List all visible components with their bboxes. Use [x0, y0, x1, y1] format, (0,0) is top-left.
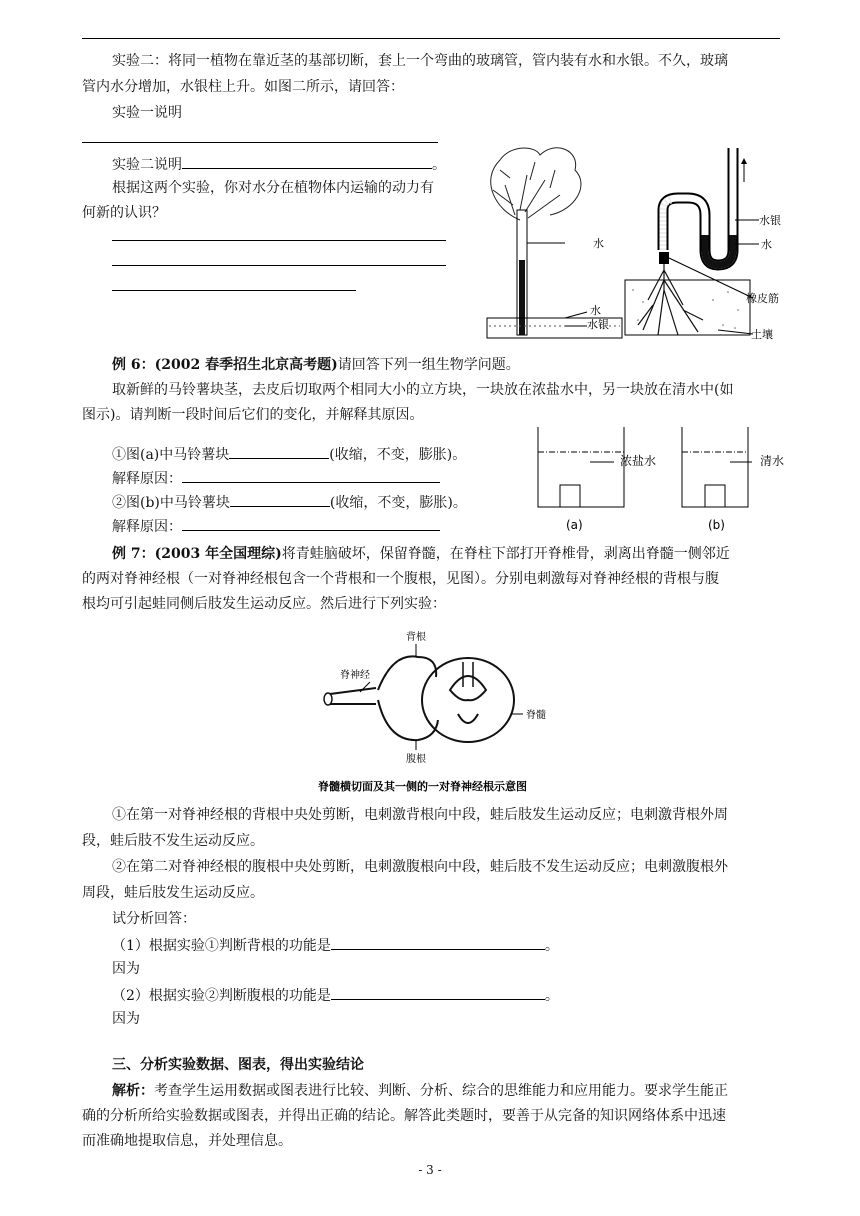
answer-line — [112, 240, 446, 241]
caption-a: (a) — [566, 518, 583, 532]
ex7-a2: （2）根据实验②判断腹根的功能是 。 — [112, 984, 559, 1006]
ex6-q2: ②图(b)中马铃薯块 (收缩，不变，膨胀)。 — [112, 491, 467, 513]
ex6-r1: 解释原因： — [112, 467, 440, 489]
caption-b: (b) — [708, 518, 725, 532]
exp2-line2: 管内水分增加，水银柱上升。如图二所示，请回答： — [82, 79, 404, 95]
exp2-line1: 实验二：将同一植物在靠近茎的基部切断，套上一个弯曲的玻璃管，管内装有水和水银。不久，玻璃 — [112, 53, 728, 69]
ex7-because2: 因为 — [112, 1011, 140, 1027]
answer-line — [82, 142, 438, 143]
sec3-p1: 解析：考查学生运用数据或图表进行比较、判断、分析、综合的思维能力和应用能力。要求学生能正 — [112, 1083, 728, 1099]
label-water-top: 水 — [593, 237, 604, 250]
ex7-s1a: ①在第一对脊神经根的背根中央处剪断，电刺激背根向中段，蛙后肢发生运动反应；电刺激背根外周 — [112, 807, 728, 823]
roots-icon — [638, 264, 703, 335]
exp1-explain: 实验一说明 — [112, 105, 182, 121]
label-soil: 土壤 — [751, 328, 773, 340]
label-mercury: 水银 — [759, 214, 781, 227]
label-rubber: 橡皮筋 — [746, 292, 779, 305]
answer-line — [112, 265, 446, 266]
ex7-a1: （1）根据实验①判断背根的功能是 。 — [112, 934, 559, 956]
ex7-s1b: 段，蛙后肢不发生运动反应。 — [82, 833, 264, 849]
figure-spinal-cord — [318, 622, 608, 797]
exp2-explain-row: 实验二说明 。 — [112, 153, 446, 175]
answer-line — [112, 290, 356, 291]
ex6-r2: 解释原因： — [112, 515, 440, 537]
ex7-because1: 因为 — [112, 961, 140, 977]
label-spinal-cord: 脊髓 — [526, 710, 546, 721]
section-heading: 三、分析实验数据、图表，得出实验结论 — [112, 1057, 364, 1073]
ex7-s2a: ②在第二对脊神经根的腹根中央处剪断，电刺激腹根向中段，蛙后肢不发生运动反应；电刺激腹根外 — [112, 859, 728, 875]
figure-plant-water — [465, 140, 625, 340]
ex7-ask: 试分析回答： — [112, 911, 196, 927]
label-spinal-nerve: 脊神经 — [340, 670, 370, 681]
label-dorsal-root: 背根 — [406, 632, 426, 643]
figure-glass-tube — [623, 140, 783, 340]
label-fresh-water: 清水 — [760, 454, 785, 468]
figure-caption: 脊髓横切面及其一侧的一对脊神经根示意图 — [318, 780, 527, 793]
header-rule — [82, 38, 780, 39]
label-water: 水 — [761, 238, 772, 251]
ex7-p3: 根均可引起蛙同侧后肢发生运动反应。然后进行下列实验： — [82, 596, 446, 612]
question-line1: 根据这两个实验，你对水分在植物体内运输的动力有 — [112, 180, 434, 196]
sec3-p3: 而准确地提取信息，并处理信息。 — [82, 1133, 292, 1149]
ex6-title-row: 例 6：(2002 春季招生北京高考题)请回答下列一组生物学问题。 — [112, 357, 520, 373]
ex6-p1: 取新鲜的马铃薯块茎，去皮后切取两个相同大小的立方块，一块放在浓盐水中，另一块放在清水中(如 — [112, 382, 734, 398]
ex6-q1: ①图(a)中马铃薯块 (收缩，不变，膨胀)。 — [112, 443, 466, 465]
label-water-bottom: 水 — [590, 304, 601, 317]
question-line2: 何新的认识？ — [82, 205, 166, 221]
ex7-title-row: 例 7：(2003 年全国理综)将青蛙脑破坏，保留脊髓，在脊柱下部打开脊椎骨，剥离出脊髓一侧邻近 — [112, 546, 730, 562]
label-mercury: 水银 — [587, 318, 609, 331]
page-number: - 3 - — [418, 1163, 442, 1177]
ex7-p2: 的两对脊神经根（一对脊神经根包含一个背根和一个腹根，见图）。分别电刺激每对脊神经根的背根与腹 — [82, 571, 719, 587]
sec3-p2: 确的分析所给实验数据或图表，并得出正确的结论。解答此类题时，要善于从完备的知识网络体系中迅速 — [82, 1108, 726, 1124]
figure-beakers — [530, 425, 790, 535]
tree-canopy-icon — [491, 148, 581, 220]
ex6-p2: 图示)。请判断一段时间后它们的变化，并解释其原因。 — [82, 407, 424, 423]
ex7-s2b: 周段，蛙后肢发生运动反应。 — [82, 885, 264, 901]
label-salt-water: 浓盐水 — [620, 454, 657, 468]
label-ventral-root: 腹根 — [406, 754, 426, 765]
